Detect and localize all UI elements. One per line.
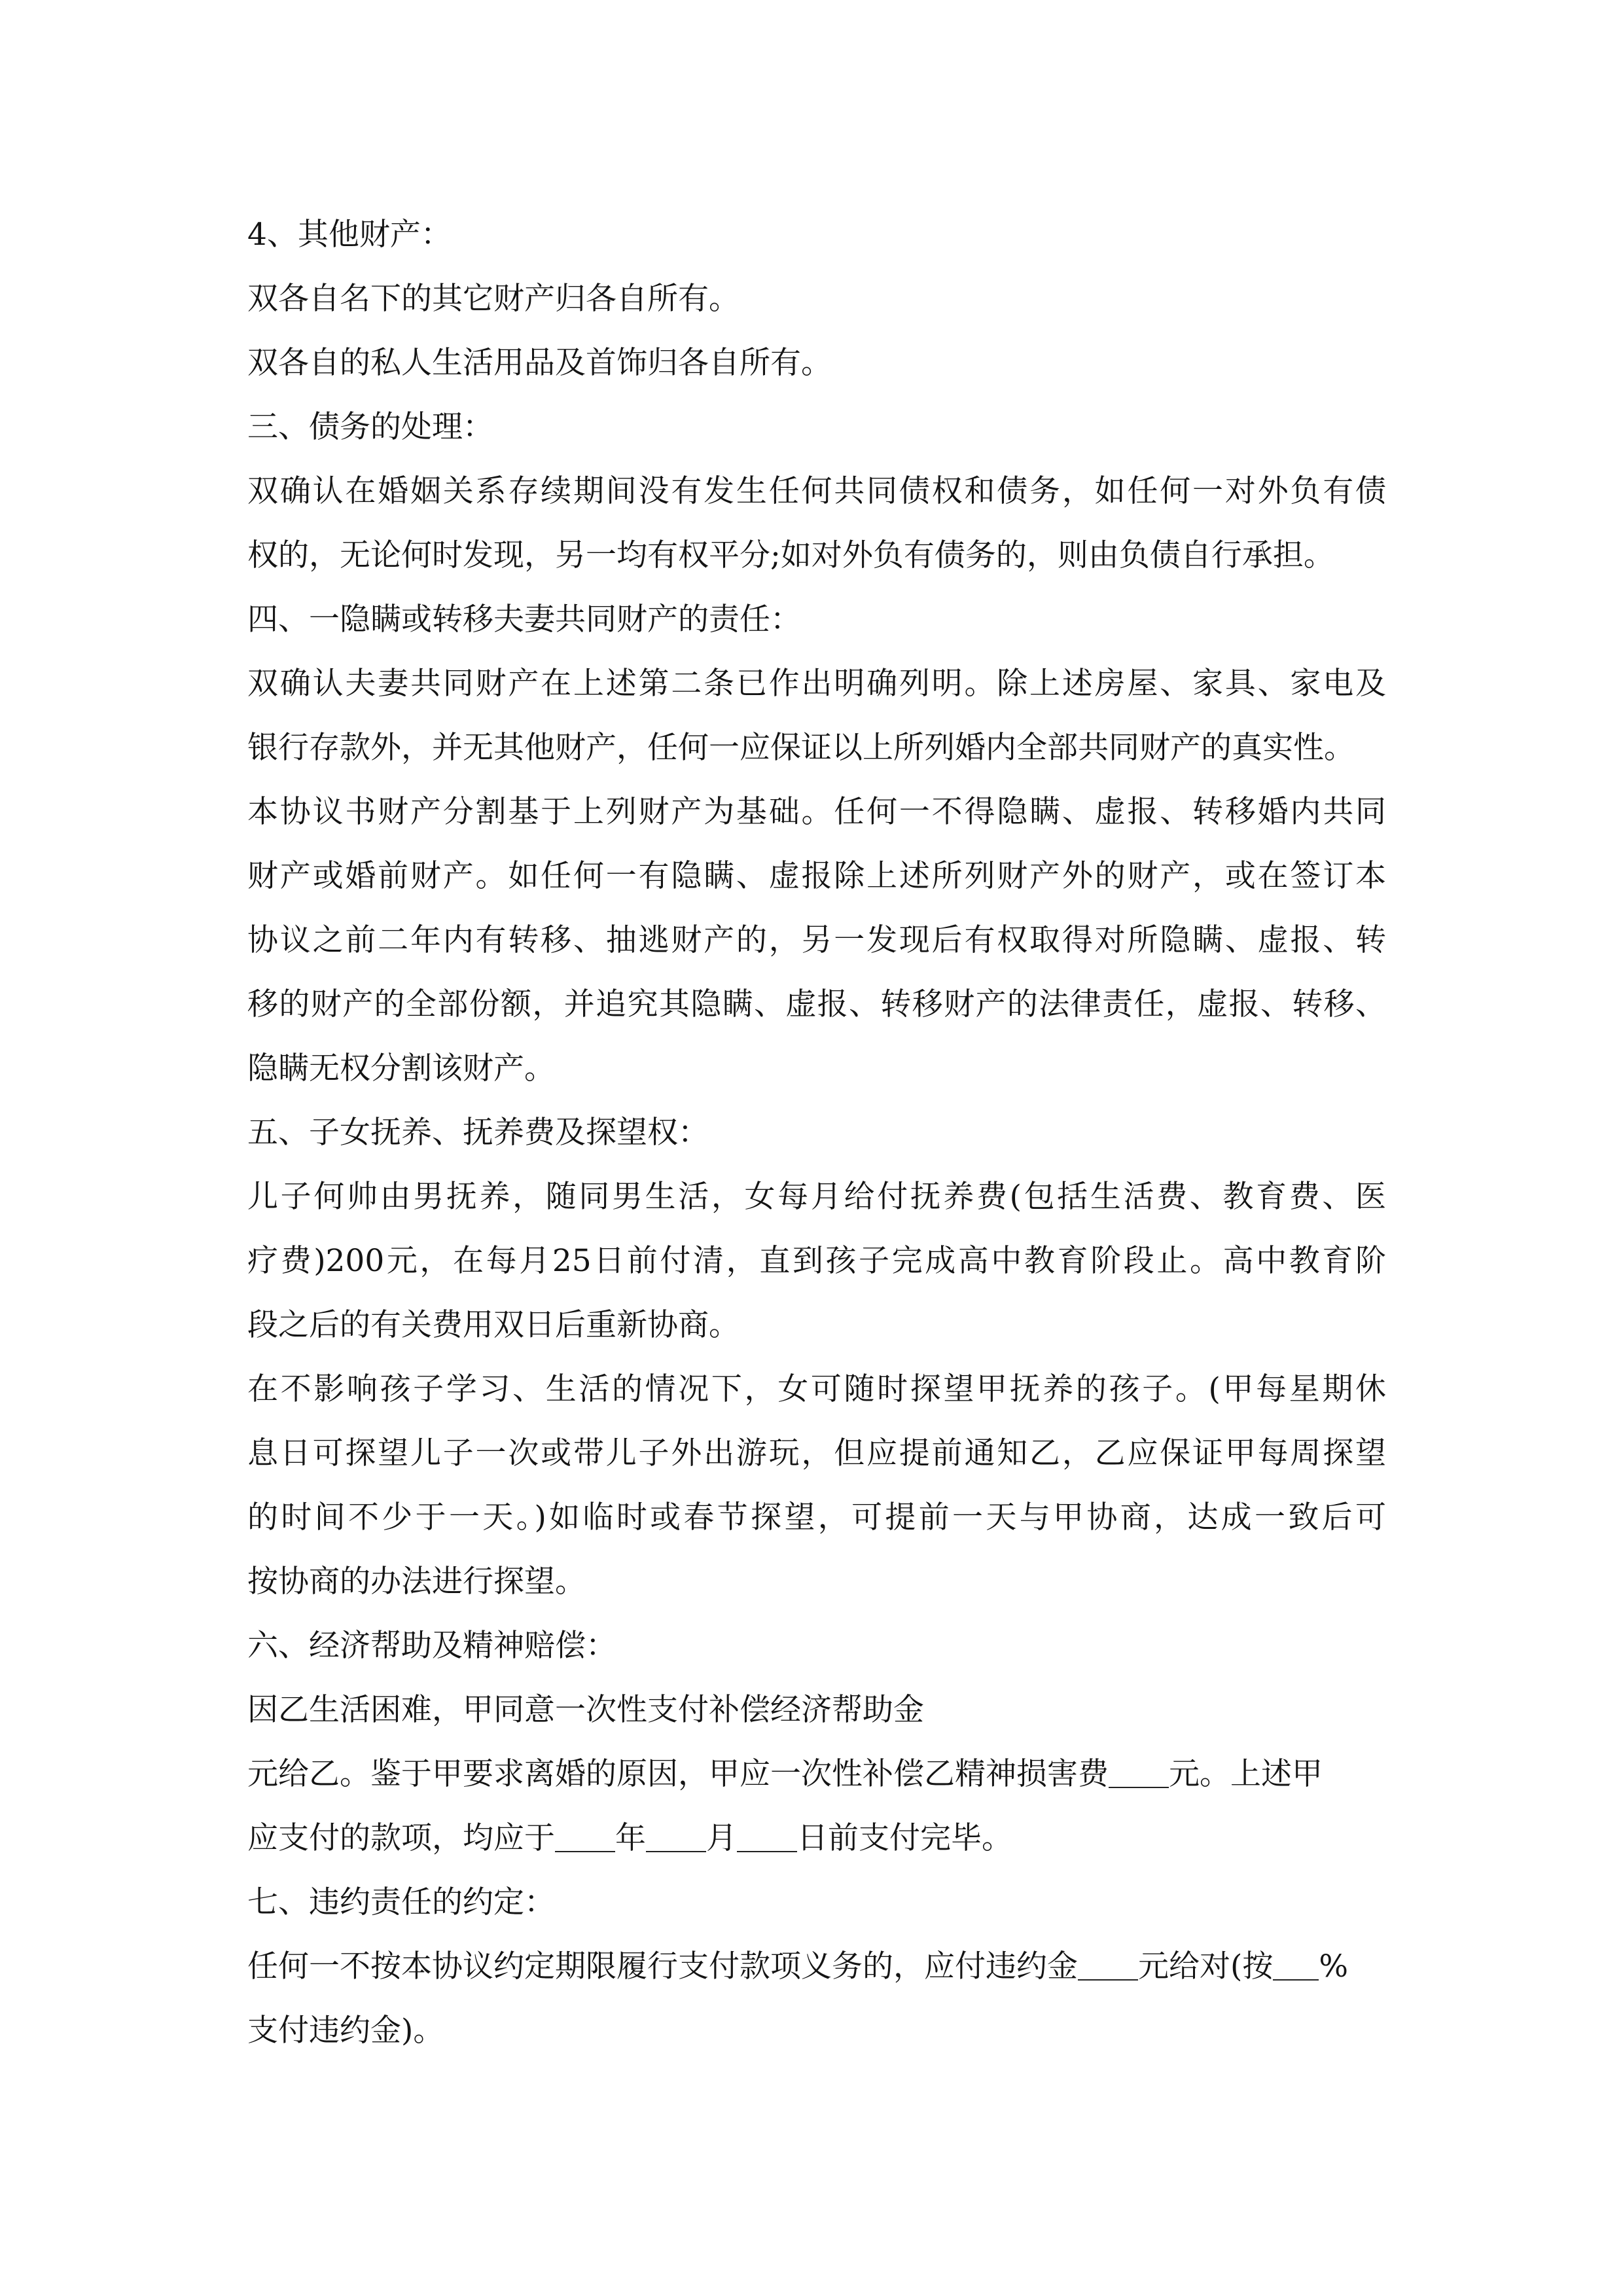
month-label: 月 [706, 1820, 737, 1856]
breach-text-b: 元给对(按 [1138, 1948, 1274, 1984]
paragraph-line: 财产或婚前财产。如任何一有隐瞒、虚报除上述所列财产外的财产，或在签订本 [247, 858, 1386, 894]
mental-damage-amount-blank[interactable] [1109, 1758, 1169, 1788]
paragraph-line: 双确认夫妻共同财产在上述第二条已作出明确列明。除上述房屋、家具、家电及 [247, 666, 1386, 702]
paragraph-line: 儿子何帅由男抚养，随同男生活，女每月给付抚养费(包括生活费、教育费、医 [247, 1179, 1386, 1215]
section-3-heading: 三、债务的处理： [247, 409, 493, 445]
payment-text-d: 日前支付完毕。 [797, 1820, 1012, 1856]
paragraph-line: 银行存款外，并无其他财产，任何一应保证以上所列婚内全部共同财产的真实性。 [247, 730, 1355, 766]
paragraph-line: 段之后的有关费用双日后重新协商。 [247, 1307, 740, 1343]
compensation-line-1 [247, 1742, 1386, 1806]
paragraph-line: 本协议书财产分割基于上列财产为基础。任何一不得隐瞒、虚报、转移婚内共同 [247, 794, 1386, 830]
compensation-text-a: 元给乙。鉴于甲要求离婚的原因，甲应一次性补偿乙精神损害费 [247, 1756, 1109, 1792]
breach-line [247, 1935, 1386, 1999]
day-blank[interactable] [737, 1822, 797, 1852]
paragraph-line: 因乙生活困难，甲同意一次性支付补偿经济帮助金 [247, 1692, 924, 1728]
paragraph-line: 支付违约金)。 [247, 2013, 444, 2049]
section-7-heading: 七、违约责任的约定： [247, 1884, 555, 1920]
paragraph-line: 双确认在婚姻关系存续期间没有发生任何共同债权和债务，如任何一对外负有债 [247, 473, 1386, 509]
compensation-line-2 [247, 1806, 1386, 1871]
paragraph-line: 隐瞒无权分割该财产。 [247, 1050, 555, 1086]
paragraph-line: 权的，无论何时发现，另一均有权平分;如对外负有债务的，则由负债自行承担。 [247, 537, 1334, 573]
paragraph-line: 协议之前二年内有转移、抽逃财产的，另一发现后有权取得对所隐瞒、虚报、转 [247, 922, 1386, 958]
percent-blank[interactable] [1273, 1950, 1319, 1981]
paragraph-line: 按协商的办法进行探望。 [247, 1564, 586, 1600]
paragraph-line: 的时间不少于一天。)如临时或春节探望，可提前一天与甲协商，达成一致后可 [247, 1499, 1386, 1535]
item-4-heading: 4、其他财产： [247, 217, 452, 253]
compensation-text-b: 元。上述甲 [1169, 1756, 1323, 1792]
percent-sign: % [1319, 1948, 1349, 1984]
section-4-heading: 四、一隐瞒或转移夫妻共同财产的责任： [247, 601, 801, 637]
payment-text-a: 应支付的款项，均应于 [247, 1820, 555, 1856]
paragraph-line: 息日可探望儿子一次或带儿子外出游玩，但应提前通知乙，乙应保证甲每周探望 [247, 1435, 1386, 1471]
penalty-amount-blank[interactable] [1078, 1950, 1138, 1981]
year-label: 年 [615, 1820, 646, 1856]
section-6-heading: 六、经济帮助及精神赔偿： [247, 1628, 616, 1664]
section-5-heading: 五、子女抚养、抚养费及探望权： [247, 1115, 709, 1151]
paragraph-line: 双各自名下的其它财产归各自所有。 [247, 281, 740, 317]
breach-text-a: 任何一不按本协议约定期限履行支付款项义务的，应付违约金 [247, 1948, 1078, 1984]
year-blank[interactable] [555, 1822, 615, 1852]
paragraph-line: 移的财产的全部份额，并追究其隐瞒、虚报、转移财产的法律责任，虚报、转移、 [247, 986, 1386, 1022]
paragraph-line: 疗费)200元，在每月25日前付清，直到孩子完成高中教育阶段止。高中教育阶 [247, 1243, 1386, 1279]
document-body [247, 203, 1386, 2063]
month-blank[interactable] [646, 1822, 706, 1852]
paragraph-line: 在不影响孩子学习、生活的情况下，女可随时探望甲抚养的孩子。(甲每星期休 [247, 1371, 1386, 1407]
paragraph-line: 双各自的私人生活用品及首饰归各自所有。 [247, 345, 832, 381]
